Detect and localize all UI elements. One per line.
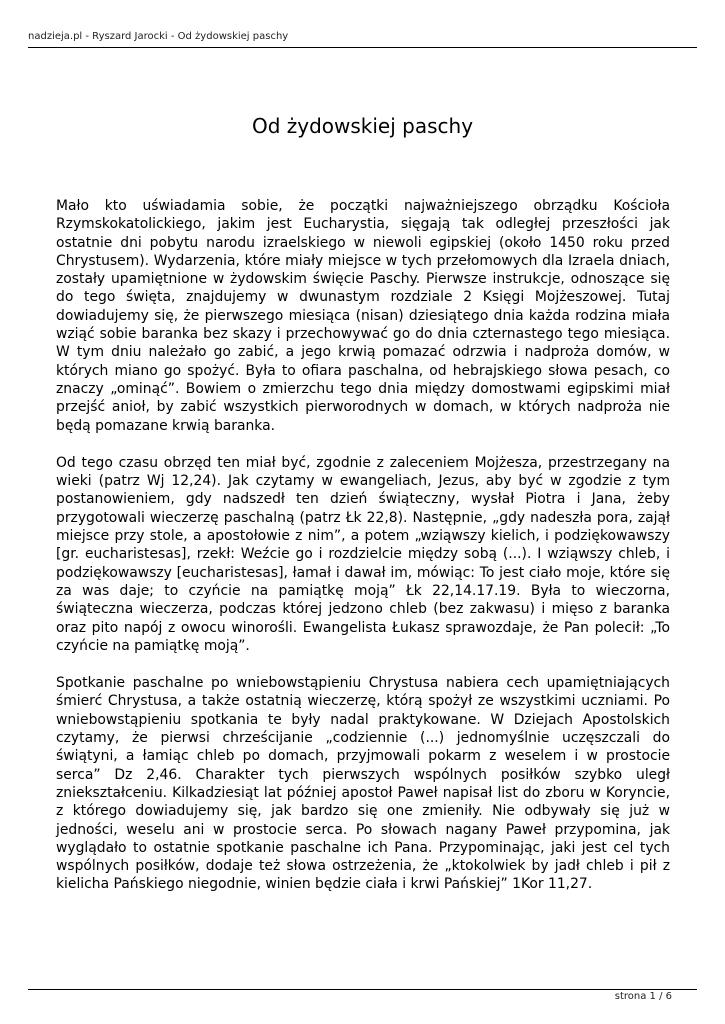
paragraph-3: Spotkanie paschalne po wniebowstąpieniu Chrystusa nabiera cech upamiętniających śmierć Chrystusa, a także ostatnią wieczerzę, którą spożył ze wszystkimi uczniami. Po wniebowstąpieniu spotkania te były nadal praktykowane. W Dziejach Apostolskich czytamy, że pierwsi chrześcijanie „codziennie (...) jednomyślnie uczęszczali do świątyni, a łamiąc chleb po domach, przyjmowali pokarm z weselem i w prostocie serca” Dz 2,46. Charakter tych pierwszych wspólnych posiłków szybko uległ zniekształceniu. Kilkadziesiąt lat później apostoł Paweł napisał list do zboru w Koryncie, z którego dowiadujemy się, jak bardzo się one zmieniły. Nie odbywały się już w jedności, weselu ani w prostocie serca. Po słowach nagany Paweł przypomina, jak wyglądało to ostatnie spotkanie paschalne ich Pana. Przypominając, jaki jest cel tych wspólnych posiłków, dodaje też słowa ostrzeżenia, że „ktokolwiek by jadł chleb i pił z kielicha Pańskiego niegodnie, winien będzie ciała i krwi Pańskiej” 1Kor 11,27.	[56, 675, 670, 893]
footer-divider	[28, 989, 697, 990]
paragraph-2: Od tego czasu obrzęd ten miał być, zgodnie z zaleceniem Mojżesza, przestrzegany na wieki (patrz Wj 12,24). Jak czytamy w ewangeliach, Jezus, aby być w zgodzie z tym postanowieniem, gdy nadszedł ten dzień świąteczny, wysłał Piotra i Jana, żeby przygotowali wieczerzę paschalną (patrz Łk 22,8). Następnie, „gdy nadeszła pora, zajął miejsce przy stole, a apostołowie z nim”, a potem „wziąwszy kielich, i podziękowawszy [gr. eucharistesas], rzekł: Weźcie go i rozdzielcie między sobą (...). I wziąwszy chleb, i podziękowawszy [eucharistesas], łamał i dawał im, mówiąc: To jest ciało moje, które się za was daje; to czyńcie na pamiątkę moją” Łk 22,14.17.19. Była to wieczorna, świąteczna wieczerza, podczas której jedzono chleb (bez zakwasu) i mięso z baranka oraz pito napój z owocu winorośli. Ewangelista Łukasz sprawozdaje, że Pan polecił: „To czyńcie na pamiątkę moją”.	[56, 454, 670, 654]
article-title: Od żydowskiej paschy	[251, 114, 474, 138]
header-divider	[28, 47, 697, 48]
page-header: nadzieja.pl - Ryszard Jarocki - Od żydowskiej paschy	[28, 31, 289, 42]
page-number: strona 1 / 6	[614, 991, 672, 1002]
article-body	[56, 197, 670, 913]
paragraph-1: Mało kto uświadamia sobie, że początki najważniejszego obrządku Kościoła Rzymskokatolickiego, jakim jest Eucharystia, sięgają tak odległej przeszłości jak ostatnie dni pobytu narodu izraelskiego w niewoli egipskiej (około 1450 roku przed Chrystusem). Wydarzenia, które miały miejsce w tych przełomowych dla Izraela dniach, zostały upamiętnione w żydowskim święcie Paschy. Pierwsze instrukcje, odnoszące się do tego święta, znajdujemy w dwunastym rozdziale 2 Księgi Mojżeszowej. Tutaj dowiadujemy się, że pierwszego miesiąca (nisan) dziesiątego dnia każda rodzina miała wziąć sobie baranka bez skazy i przechowywać go do dnia czternastego tego miesiąca. W tym dniu należało go zabić, a jego krwią pomazać odrzwia i nadproża domów, w których miano go spożyć. Była to ofiara paschalna, od hebrajskiego słowa pesach, co znaczy „ominąć”. Bowiem o zmierzchu tego dnia między domostwami egipskimi miał przejść anioł, by zabić wszystkich pierworodnych w domach, w których nadproża nie będą pomazane krwią baranka.	[56, 198, 670, 434]
